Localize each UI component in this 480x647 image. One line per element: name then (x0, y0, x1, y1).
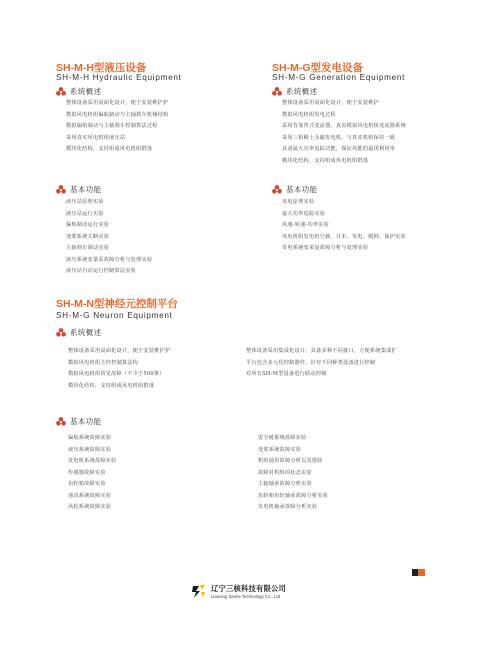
list-item: 发电机系统故障实验 (68, 458, 117, 464)
list-item: 液压站原理实验 (66, 199, 104, 205)
neuron-title-en: SH-M-G Neuron Equipment (56, 311, 173, 320)
list-item: 模拟风电机组发电过程 (282, 111, 336, 118)
neuron-functions-header (56, 416, 102, 427)
flower-mark-icon (56, 417, 66, 427)
list-item: 主轴刹车制动实验 (66, 245, 110, 251)
section-label: 基本功能 (70, 417, 102, 426)
hydraulic-title-en: SH-M-H Hydraulic Equipment (56, 73, 182, 82)
list-item: 风电机组发电机空载、并未、发电、脱网、保护实验 (282, 233, 406, 240)
list-item: 主轴轴承故障分析实验 (258, 481, 312, 487)
list-item: 发电机轴承故障分析实验 (258, 504, 318, 510)
list-item: 液压站运行实验 (66, 210, 104, 217)
list-item: 采用背靠背式变流器，真实模拟风电机组变流器系统 (282, 123, 406, 129)
hydraulic-title-cn: SH-M-H型液压设备 (56, 62, 147, 74)
list-item: 齿轮箱齿轮轴承故障分析实验 (258, 492, 329, 499)
section-label: 基本功能 (70, 185, 102, 194)
list-item: 安全链系统故障实验 (258, 435, 307, 441)
neuron-title-cn: SH-M-N型神经元控制平台 (56, 298, 178, 310)
neuron-overview-left-list (68, 346, 170, 392)
list-item: 变桨系统关断实验 (66, 233, 110, 240)
list-item: 液压系统故障实验 (68, 446, 112, 453)
neuron-functions-right-list (258, 433, 328, 514)
generation-overview-list (282, 98, 406, 167)
section-label: 系统概述 (286, 87, 318, 96)
list-item: 风速-转速-功率实验 (282, 222, 330, 228)
list-item: 整体设备采用集成化设计，具备多种不同接口，方便系统集成扩 (246, 348, 397, 354)
flower-mark-icon (56, 87, 66, 97)
section-label: 系统概述 (70, 328, 102, 337)
company-name-en: Liaoning Sanhe Technology Co., Ltd (211, 594, 280, 599)
list-item: 机组通用故障分析以及排除 (258, 458, 323, 464)
list-item: 风轮系统故障实验 (68, 504, 112, 510)
list-item: 偏航制动运行实验 (66, 222, 110, 228)
section-label: 基本功能 (286, 185, 318, 194)
list-item: 通讯系统故障实验 (68, 492, 112, 499)
list-item: 采用真实风电机组液压站 (66, 134, 126, 141)
list-item: 模块化结构，支持组成风电机组群落 (282, 157, 369, 164)
flower-mark-icon (56, 328, 66, 338)
list-item: 整体设备采用桌面化设计，便于安装维护 (282, 100, 379, 106)
list-item: 模拟风电机组主控控制算法构 (68, 359, 139, 366)
company-name-cn: 辽宁三核科技有限公司 (211, 584, 286, 593)
list-item: 整体设备采用桌面化设计，便于安装维护护 (66, 100, 169, 106)
neuron-overview-right-list (246, 346, 397, 381)
page-tab-mark (412, 569, 425, 576)
list-item: 变桨系统故障实验 (258, 446, 302, 453)
list-item: 模块化结构，支持组成风电机组群落 (66, 146, 153, 152)
generation-functions-list (282, 197, 406, 255)
hydraulic-functions-header (56, 184, 102, 195)
list-item: 传感器故障实验 (68, 469, 106, 476)
list-item: 采用三相稀土永磁发电机，与真实机组保持一致 (282, 134, 396, 141)
generation-overview-header (272, 86, 318, 97)
list-item: 故障对机组的状态实验 (258, 469, 312, 476)
list-item: 发电系统变采复故障分析与处理实验 (282, 245, 369, 251)
list-item: 平台包含多元化控制器件，针对不同种类设备进行控制 (246, 359, 376, 366)
neuron-functions-left-list (68, 433, 117, 514)
generation-title-en: SH-M-G Generation Equipment (272, 73, 406, 82)
flower-mark-icon (56, 185, 66, 195)
list-item: 整体设备采用桌面化设计，便于安装维护护 (68, 348, 171, 354)
list-item: 最大功率追踪实验 (282, 210, 326, 217)
section-label: 系统概述 (70, 87, 102, 96)
hydraulic-overview-list (66, 98, 168, 156)
list-item: 偏航系统故障实验 (68, 435, 112, 441)
list-item: 液压站自动运行控制算法实验 (66, 268, 137, 274)
list-item: 模拟偏航制动与主轴刹车控制算法过程 (66, 123, 158, 129)
list-item: 模拟风电机组偏航制动与主轴刹车机械结构 (66, 111, 169, 118)
generation-functions-header (272, 184, 318, 195)
generation-title-cn: SH-M-G型发电设备 (272, 62, 363, 74)
list-item: 液压系统变量采故障分析与处理实验 (66, 256, 153, 263)
hydraulic-functions-list (66, 197, 152, 278)
flower-mark-icon (272, 185, 282, 195)
company-logo (190, 583, 286, 600)
list-item: 齿轮箱故障实验 (68, 481, 106, 487)
neuron-overview-header (56, 327, 102, 338)
hydraulic-overview-header (56, 86, 102, 97)
list-item: 具备最大功率追踪功能，保证风能的最优利用率 (282, 146, 396, 152)
list-item: 模块化结构，支持组成风电机组群落 (68, 382, 155, 389)
flower-mark-icon (272, 87, 282, 97)
company-logo-icon (190, 583, 207, 600)
list-item: 模拟风电机组常见故障（不少于500条） (68, 371, 165, 377)
list-item: 发电原理实验 (282, 199, 315, 205)
list-item: 对所有SH-M型设备进行联动控制 (246, 371, 327, 377)
